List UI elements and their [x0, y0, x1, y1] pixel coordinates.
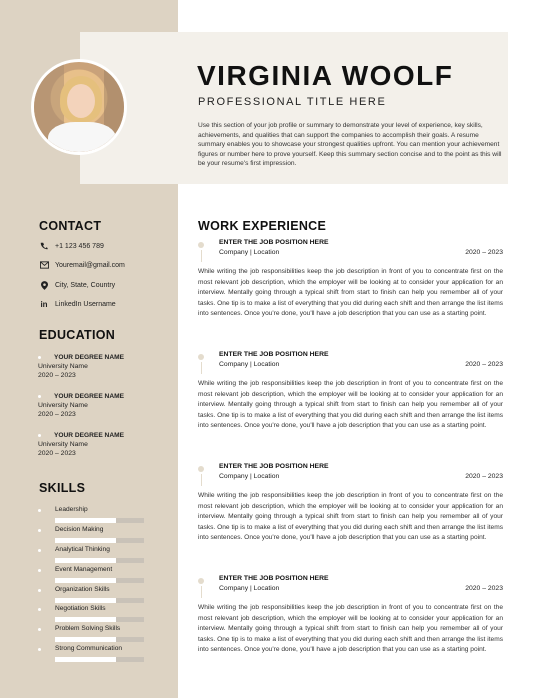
job-dates: 2020 – 2023 [465, 361, 503, 368]
professional-title: PROFESSIONAL TITLE HERE [198, 96, 387, 108]
skill-bar [55, 578, 144, 583]
timeline-line [201, 474, 202, 486]
timeline-dot-icon [198, 354, 204, 360]
contact-email-text: Youremail@gmail.com [55, 261, 125, 269]
degree-name: YOUR DEGREE NAME [38, 353, 124, 362]
skill-bar-fill [55, 637, 116, 642]
skill-bar-fill [55, 538, 116, 543]
education-item [38, 353, 124, 380]
skill-item [38, 586, 148, 593]
job-entry [198, 351, 503, 451]
timeline-line [201, 586, 202, 598]
job-position: ENTER THE JOB POSITION HERE [219, 239, 329, 246]
skill-bar [55, 598, 144, 603]
skill-name: Leadership [38, 506, 148, 513]
skill-bar-fill [55, 657, 116, 662]
job-position: ENTER THE JOB POSITION HERE [219, 575, 329, 582]
university-name: University Name [38, 441, 88, 448]
contact-email [39, 259, 125, 271]
skill-bar [55, 637, 144, 642]
skill-name: Problem Solving Skills [38, 625, 148, 632]
job-dates: 2020 – 2023 [465, 473, 503, 480]
job-entry [198, 239, 503, 339]
job-entry [198, 463, 503, 563]
contact-location-text: City, State, Country [55, 281, 116, 289]
skill-item [38, 526, 148, 533]
skill-bar [55, 538, 144, 543]
skill-bar-fill [55, 617, 116, 622]
job-entry [198, 575, 503, 675]
contact-linkedin [39, 298, 116, 310]
skill-bar-fill [55, 518, 116, 523]
timeline-line [201, 250, 202, 262]
candidate-name: VIRGINIA WOOLF [197, 60, 454, 91]
timeline-line [201, 362, 202, 374]
contact-heading: CONTACT [39, 219, 102, 233]
skill-bar-fill [55, 578, 116, 583]
university-name: University Name [38, 363, 88, 370]
skill-item [38, 605, 148, 612]
timeline-dot-icon [198, 578, 204, 584]
education-item [38, 431, 124, 458]
work-experience-heading: WORK EXPERIENCE [198, 219, 327, 233]
skill-item [38, 506, 148, 513]
degree-name: YOUR DEGREE NAME [38, 431, 124, 440]
skill-item [38, 546, 148, 553]
job-company: Company | Location [219, 473, 280, 480]
skills-heading: SKILLS [39, 481, 86, 495]
linkedin-icon: in [40, 299, 48, 309]
location-pin-icon [39, 280, 49, 290]
profile-photo [31, 59, 127, 155]
skill-bar [55, 558, 144, 563]
contact-linkedin-text: LinkedIn Username [55, 300, 116, 308]
job-description: While writing the job responsibilities keep the job description in front of you to concentrate first on the most relevant job description, which the employer will be looking at to consider your application for an interview. Mentally going through a typical shift from start to finish can help you remember all of your tasks. One tip is to make a list of everything that you did during each shift and then arrange the list items into sentences. Once you're done, you'll have a job description that you can use as a starting point. [198, 380, 503, 430]
contact-location [39, 279, 115, 291]
job-company: Company | Location [219, 249, 280, 256]
skill-bar [55, 617, 144, 622]
skill-name: Event Management [38, 566, 148, 573]
job-dates: 2020 – 2023 [465, 249, 503, 256]
skill-item [38, 566, 148, 573]
skill-bar-fill [55, 598, 116, 603]
phone-icon [39, 241, 49, 251]
university-name: University Name [38, 402, 88, 409]
email-icon [39, 260, 49, 270]
profile-summary: Use this section of your job profile or summary to demonstrate your level of experience, key skills, achievements, and qualities that can support the companies to accomplish their goals. A resume summary enables you to showcase your strongest qualities upfront. You can mention your achievement figures or number here to prove yourself. Keep this summary section concise and to the point as this will be your resume's first impression. [198, 122, 502, 168]
education-years: 2020 – 2023 [38, 372, 76, 379]
timeline-dot-icon [198, 466, 204, 472]
skill-name: Organization Skills [38, 586, 148, 593]
skill-bar [55, 518, 144, 523]
education-item [38, 392, 124, 419]
education-years: 2020 – 2023 [38, 411, 76, 418]
skill-name: Analytical Thinking [38, 546, 148, 553]
skill-name: Strong Communication [38, 645, 148, 652]
job-position: ENTER THE JOB POSITION HERE [219, 463, 329, 470]
skill-item [38, 625, 148, 632]
education-years: 2020 – 2023 [38, 450, 76, 457]
job-dates: 2020 – 2023 [465, 585, 503, 592]
job-position: ENTER THE JOB POSITION HERE [219, 351, 329, 358]
job-description: While writing the job responsibilities keep the job description in front of you to concentrate first on the most relevant job description, which the employer will be looking at to consider your application for an interview. Mentally going through a typical shift from start to finish can help you remember all of your tasks. One tip is to make a list of everything that you did during each shift and then arrange the list items into sentences. Once you're done, you'll have a job description that you can use as a starting point. [198, 604, 503, 654]
job-description: While writing the job responsibilities keep the job description in front of you to concentrate first on the most relevant job description, which the employer will be looking at to consider your application for an interview. Mentally going through a typical shift from start to finish can help you remember all of your tasks. One tip is to make a list of everything that you did during each shift and then arrange the list items into sentences. Once you're done, you'll have a job description that you can use as a starting point. [198, 268, 503, 318]
education-heading: EDUCATION [39, 328, 116, 342]
degree-name: YOUR DEGREE NAME [38, 392, 124, 401]
skill-bar-fill [55, 558, 116, 563]
skill-bar [55, 657, 144, 662]
skill-name: Decision Making [38, 526, 148, 533]
job-company: Company | Location [219, 361, 280, 368]
contact-phone [39, 240, 104, 252]
skill-item [38, 645, 148, 652]
contact-phone-text: +1 123 456 789 [55, 242, 104, 250]
job-company: Company | Location [219, 585, 280, 592]
skill-name: Negotiation Skills [38, 605, 148, 612]
job-description: While writing the job responsibilities keep the job description in front of you to concentrate first on the most relevant job description, which the employer will be looking at to consider your application for an interview. Mentally going through a typical shift from start to finish can help you remember all of your tasks. One tip is to make a list of everything that you did during each shift and then arrange the list items into sentences. Once you're done, you'll have a job description that you can use as a starting point. [198, 492, 503, 542]
timeline-dot-icon [198, 242, 204, 248]
